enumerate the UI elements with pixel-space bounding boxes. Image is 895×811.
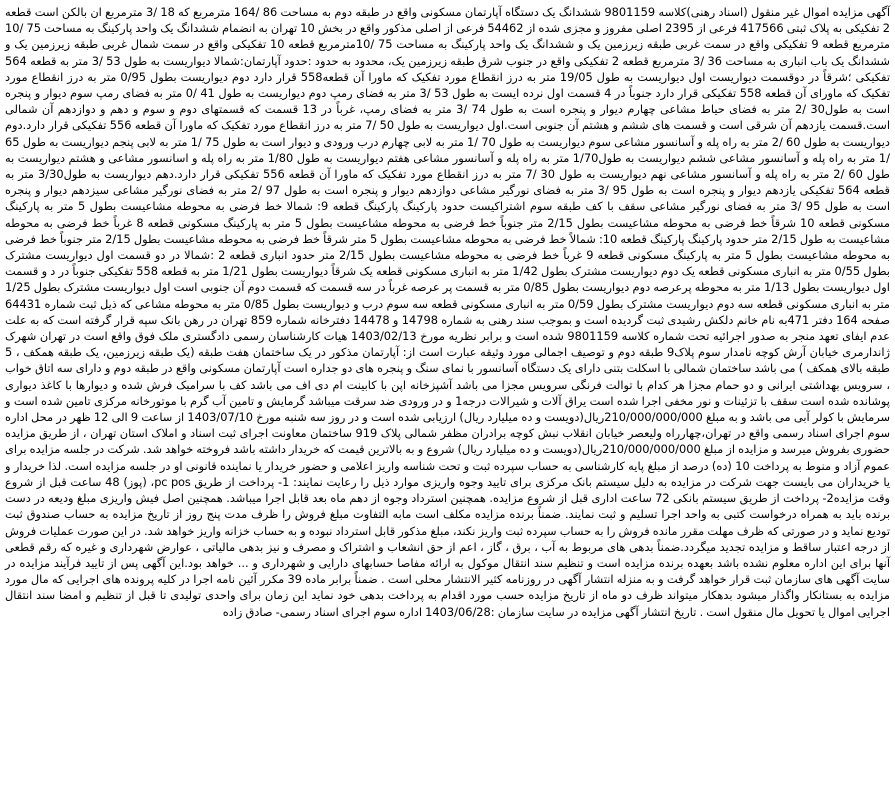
auction-notice-text: آگهی مزایده اموال غیر منقول (اسناد رهنی)کلاسه 9801159 ششدانگ یک دستگاه آپارتمان مسکونی واقع در طبقه دوم به مساحت 86 /164 مترمربع که 18 /3 مترمربع ان بالکن است قطعه 2 تفکیکی به پلاک ثبتی 417566 فرعی از 2395 اصلی مفروز و مجزی شده از 54462 فرعی از اصلی مذکور واقع در بخش 10 تهران به انضمام ششدانگ یک واحد پارکینگ به مساحت 75 /10 مترمربع قطعه 9 تفکیکی واقع در سمت غربی طبقه زیرزمین یک و ششدانگ یک واحد پارکینگ به مساحت 75 /10مترمربع قطعه 10 تفکیکی واقع در سمت شمال غربی طبقه زیرزمین یک و ششدانگ یک باب انباری به مساحت 36 /3 مترمربع قطعه 2 تفکیکی واقع در جنوب شرق طبقه زیرزمین یک، محدود به حدود :حدود آپارتمان:شمالا دیواریست به طول 53 /3 متر به قطعه 564 تفکیکی ؛شرقاً در دوقسمت دیواریست اول دیواریست به طول 19/05 متر به درز انقطاع مورد تفکیک که ماورا آن قطعه558 قرار دارد دوم دیواریست بطول 0/95 متر به درز انقطاع مورد تفکیک که ماورای آن قطعه 558 تفکیکی قرار دارد جنوباً در 4 قسمت اول نرده ایست به طول 53 /3 متر به فضای رمپ دوم دیواریست به طول 41 /0 متر به فضای رمپ سوم دیوار و پنجره است به طول30 /2 متر به فضای حیاط مشاعی چهارم دیوار و پنجره است به طول 74 /3 متر به فضای رمپ، غرباً در 13 قسمت که قسمتهای دوم و سوم و دهم و دوازدهم آن شمالی است.قسمت یازدهم آن شرقی است و قسمت های ششم و هشتم آن جنوبی است.اول دیواریست به طول 50 /7 متر به درز انقطاع مورد تفکیک که ماورا آن قطعه 556 تفکیکی قرار دارد.دوم دیواریست به طول 60 /2 متر به راه پله و آسانسور مشاعی سوم دیواریست به طول 70 /1 متر به لابی چهارم درب ورودی و دیوار است به طول 75 /1 متر به لابی پنجم دیواریست به طول 65 /1 متر به راه پله و آسانسور مشاعی ششم دیواریست به طول1/70 متر به راه پله و آسانسور مشاعی هفتم دیواریست به طول 1/80 متر به راه پله و اسانسور مشاعی و هشتم دیواریست به طول 60 /2 متر به راه پله و آسانسور مشاعی نهم دیواریست به طول 30 /7 متر به درز انقطاع مورد تفکیک که ماورا آن قطعه 556 تفکیکی قرار دارد.دهم دیواریست به طول3/30 متر به قطعه 564 تفکیکی یازدهم دیوار و پنجره است به طول 95 /3 متر به فضای نورگیر مشاعی دوازدهم دیوار و پنجره است به طول 97 /2 متر به فضای نورگیر مشاعی سیزدهم دیوار و پنجره است به طول 95 /3 متر به فضای نورگیر مشاعی سقف با کف طبقه سوم اشتراکیست حدود پارکینگ پارکینگ قطعه 9: شمالا خط فرضی به محوطه مشاعیست بطول 5 متر به پارکینگ مسکونی قطعه 10 شرقاً خط فرضی به محوطه مشاعیست بطول 2/15 متر جنوباً خط فرضی به محوطه مشاعیست بطول 5 متر به پارکینگ مسکونی قطعه 8 غرباً خط فرضی به محوطه مشاعیست به طول 2/15 متر حدود پارکینگ پارکینگ قطعه 10: شمالاً خط فرضی به محوطه مشاعیست بطول 5 متر شرقاً خط فرضی به محوطه مشاعیست بطول 2/15 متر جنوباً خط فرضی به محوطه مشاعیست بطول 5 متر به پارکینگ مسکونی قطعه 9 غرباً خط فرضی به محوطه مشاعیست بطول 2/15 متر حدود انباری قطعه 2 :شمالا در دو قسمت اول دیواریست مشترک بطول 0/55 متر به انباری مسکونی قطعه یک دوم دیواریست مشترک بطول 1/42 متر به انباری مسکونی قطعه یک شرقاً دیواریست بطول 1/21 متر به قطعه 558 تفکیکی جنوباً در د و قسمت اول دیواریست بطول 1/13 متر به محوطه پرعرصه دوم دیواریست بطول 0/85 متر به قسمت پر عرصه غرباً در سه قسمت که قسمت دوم آن جنوبی است اول دیواریست مشترک بطول 1/25 متر به انباری مسکونی قطعه سه دوم دیواریست مشترک بطول 0/59 متر به انباری مسکونی قطعه سه سوم درب و دیواریست بطول 0/85 متر به محوطه مشاعی که ذیل ثبت شماره 64431 صفحه 164 دفتر 471به نام خانم دلکش رشیدی ثبت گردیده است و بموجب سند رهنی به شماره 14798 و 14478 دفترخانه شماره 859 تهران در رهن بانک سپه قرار گرفته است که به علت عدم ایفای تعهد منجر به صدور اجرائیه تحت شماره کلاسه 9801159 شده است و برابر نظریه مورخ 1403/02/13 هیات کارشناسان رسمی دادگستری ملک فوق واقع است در تهران شهرک ژاندارمری خیابان آرش کوچه نامدار سوم پلاک9 طبقه دوم و توصیف اجمالی مورد وثیقه عبارت است از: آپارتمان مذکور در یک ساختمان هفت طبقه (یک طبقه زیرزمین، یک طبقه همکف ، 5 طبقه بالای همکف ) می باشد ساختمان شمالی با اسکلت بتنی دارای یک دستگاه آسانسور با نمای سنگ و پنجره های دو جداره است آپارتمان مسکونی واقع در طبقه دوم و دارای سه اتاق خواب ، سرویس بهداشتی ایرانی و دو حمام مجزا هر کدام با توالت فرنگی سرویس مجزا می باشد آشپزخانه اپن با کابینت ام دی اف می باشد کف با سرامیک فرش شده و دیوارها با کاغذ دیواری پوشانده شده است سقف با تزئینات و نور مخفی اجرا شده است یراق آلات و شیرالات درجه1 و در ورودی ضد سرقت میباشد گرمایش و تامین آب گرم با موتورخانه مرکزی تامین شده است و سرمایش با کولر آبی می باشد و به مبلغ 210/000/000/000ریال(دویست و ده میلیارد ریال) ارزیابی شده است و در روز سه شنبه مورخ 1403/07/10 از ساعت 9 الی 12 ظهر در محل اداره سوم اجرای اسناد رسمی واقع در تهران،چهارراه ولیعصر خیابان انقلاب نبش کوچه برادران مظفر شمالی پلاک 919 ساختمان معاونت اجرای ثبت اسناد و املاک استان تهران ، از طریق مزایده حضوری بفروش میرسد و مزایده از مبلغ 210/000/000/000ریال(دویست و ده میلیارد ریال) شروع و به بالاترین قیمت که خریدار داشته باشد فروخته خواهد شد. شرکت در جلسه مزایده برای عموم آزاد و منوط به پرداخت 10 (ده) درصد از مبلغ پایه کارشناسی به حساب سپرده ثبت و تحت شناسه واریز اعلامی و حضور خریدار یا نماینده قانونی او در جلسه مزایده است. لذا خریدار و یا خریداران می بایست جهت شرکت در مزایده به دلیل سیستم بانک مرکزی برای تایید وجوه واریزی موارد ذیل را رعایت نمایند: 1- پرداخت از طریق pc pos، (پوز) 48 ساعت قبل از شروع وقت مزایده2- پرداخت از طریق سیستم بانکی 72 ساعت اداری قبل از شروع مزایده. همچنین استرداد وجوه از دهم ماه بعد قابل اجرا میباشد. همچنین اصل فیش واریزی مبلغ ودیعه در دست برنده باید به همراه درخواست کتبی به واحد اجرا تسلیم و ثبت نمایند. ضمناً برنده مزایده مکلف است مابه التفاوت مبلغ فروش را ظرف مدت پنج روز از تاریخ مزایده به حساب صندوق ثبت تودیع نماید و در صورتی که ظرف مهلت مقرر مانده فروش را به حساب سپرده ثبت واریز نکند، مبلغ مذکور قابل استرداد نبوده و به حساب خزانه واریز خواهد شد. در این صورت عملیات فروش از درجه اعتبار ساقط و مزایده تجدید میگردد.ضمناً بدهی های مربوط به آب ، برق ، گاز ، اعم از حق انشعاب و اشتراک و مصرف و نیز بدهی مالیاتی ، عوارض شهرداری و غیره که رقم قطعی آنها برای این اداره معلوم نشده باشد بعهده برنده مزایده است و تنظیم سند انتقال موکول به ارائه مفاصا حسابهای دارایی و شهرداری و ... خواهد بود.این آگهی پس از تایید فرآیند مزایده در سایت آگهی های سازمان ثبت قرار خواهد گرفت و به منزله انتشار آگهی در روزنامه کثیر الانتشار محلی است . ضمناً برابر ماده 39 مکرر آئین نامه اجرا در کلیه پرونده های اجرایی که مال مورد مزایده به بستانکار واگذار میشود بدهکار میتواند ظرف دو ماه از تاریخ مزایده حسب مورد اقدام به پرداخت بدهی خود نماید این زمان برای واحدی تولیدی تا قبل از تنظیم و امضا سند انتقال اجرایی اموال یا تحویل مال منقول است . تاریخ انتشار آگهی مزایده در سایت سازمان :1403/06/28 اداره سوم اجرای اسناد رسمی- صادق زاده <box>5 5 891 619</box>
